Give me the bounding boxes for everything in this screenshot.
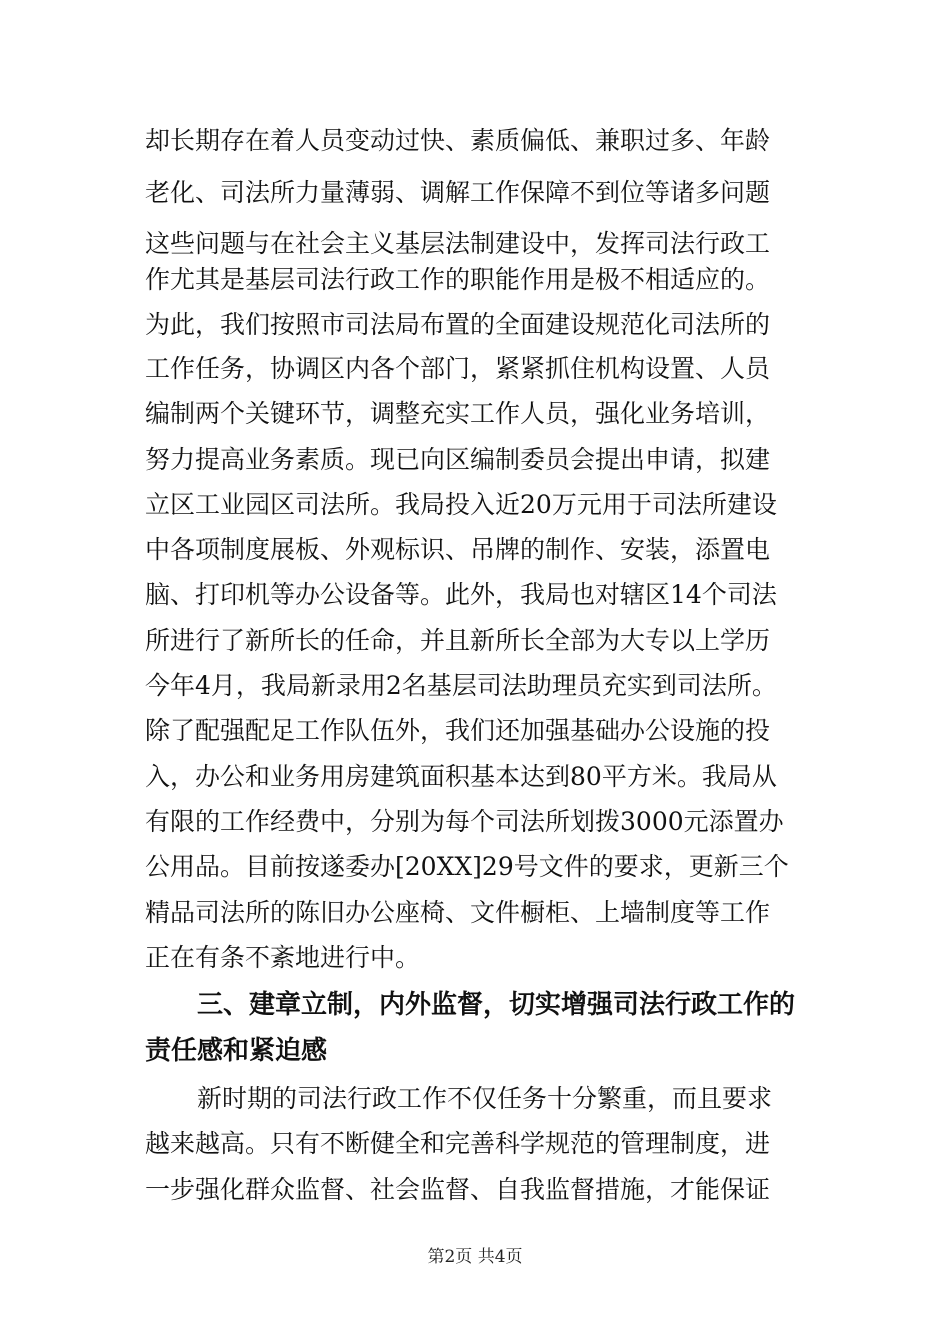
body-line: 老化、司法所力量薄弱、调解工作保障不到位等诸多问题 (145, 178, 771, 207)
section-heading: 责任感和紧迫感 (145, 1036, 328, 1066)
body-line: 这些问题与在社会主义基层法制建设中，发挥司法行政工 (145, 229, 771, 258)
body-line: 今年4月，我局新录用2名基层司法助理员充实到司法所。 (145, 671, 777, 700)
body-line: 工作任务，协调区内各个部门，紧紧抓住机构设置、人员 (145, 354, 771, 383)
paragraph-line: 新时期的司法行政工作不仅任务十分繁重，而且要求 (197, 1084, 773, 1113)
body-line: 却长期存在着人员变动过快、素质偏低、兼职过多、年龄 (145, 126, 771, 155)
body-line: 中各项制度展板、外观标识、吊牌的制作、安装，添置电 (145, 535, 771, 564)
section-heading: 三、建章立制，内外监督，切实增强司法行政工作的 (197, 990, 796, 1020)
body-line: 编制两个关键环节，调整充实工作人员，强化业务培训， (145, 399, 771, 428)
body-line: 除了配强配足工作队伍外，我们还加强基础办公设施的投 (145, 716, 771, 745)
body-line: 有限的工作经费中，分别为每个司法所划拨3000元添置办 (145, 807, 784, 836)
body-line: 精品司法所的陈旧办公座椅、文件橱柜、上墙制度等工作 (145, 898, 771, 927)
body-line: 公用品。目前按遂委办[20XX]29号文件的要求，更新三个 (145, 852, 789, 881)
body-line: 脑、打印机等办公设备等。此外，我局也对辖区14个司法 (145, 580, 777, 609)
body-line: 作尤其是基层司法行政工作的职能作用是极不相适应的。 (145, 265, 771, 294)
paragraph-line: 一步强化群众监督、社会监督、自我监督措施，才能保证 (145, 1175, 771, 1204)
body-line: 为此，我们按照市司法局布置的全面建设规范化司法所的 (145, 310, 771, 339)
paragraph-line: 越来越高。只有不断健全和完善科学规范的管理制度，进 (145, 1129, 771, 1158)
body-line: 努力提高业务素质。现已向区编制委员会提出申请，拟建 (145, 445, 771, 474)
body-line: 正在有条不紊地进行中。 (145, 943, 421, 972)
body-line: 立区工业园区司法所。我局投入近20万元用于司法所建设 (145, 490, 777, 519)
page-number-footer: 第2页 共4页 (427, 1247, 523, 1267)
body-line: 入，办公和业务用房建筑面积基本达到80平方米。我局从 (145, 762, 777, 791)
body-line: 所进行了新所长的任命，并且新所长全部为大专以上学历 (145, 626, 771, 655)
